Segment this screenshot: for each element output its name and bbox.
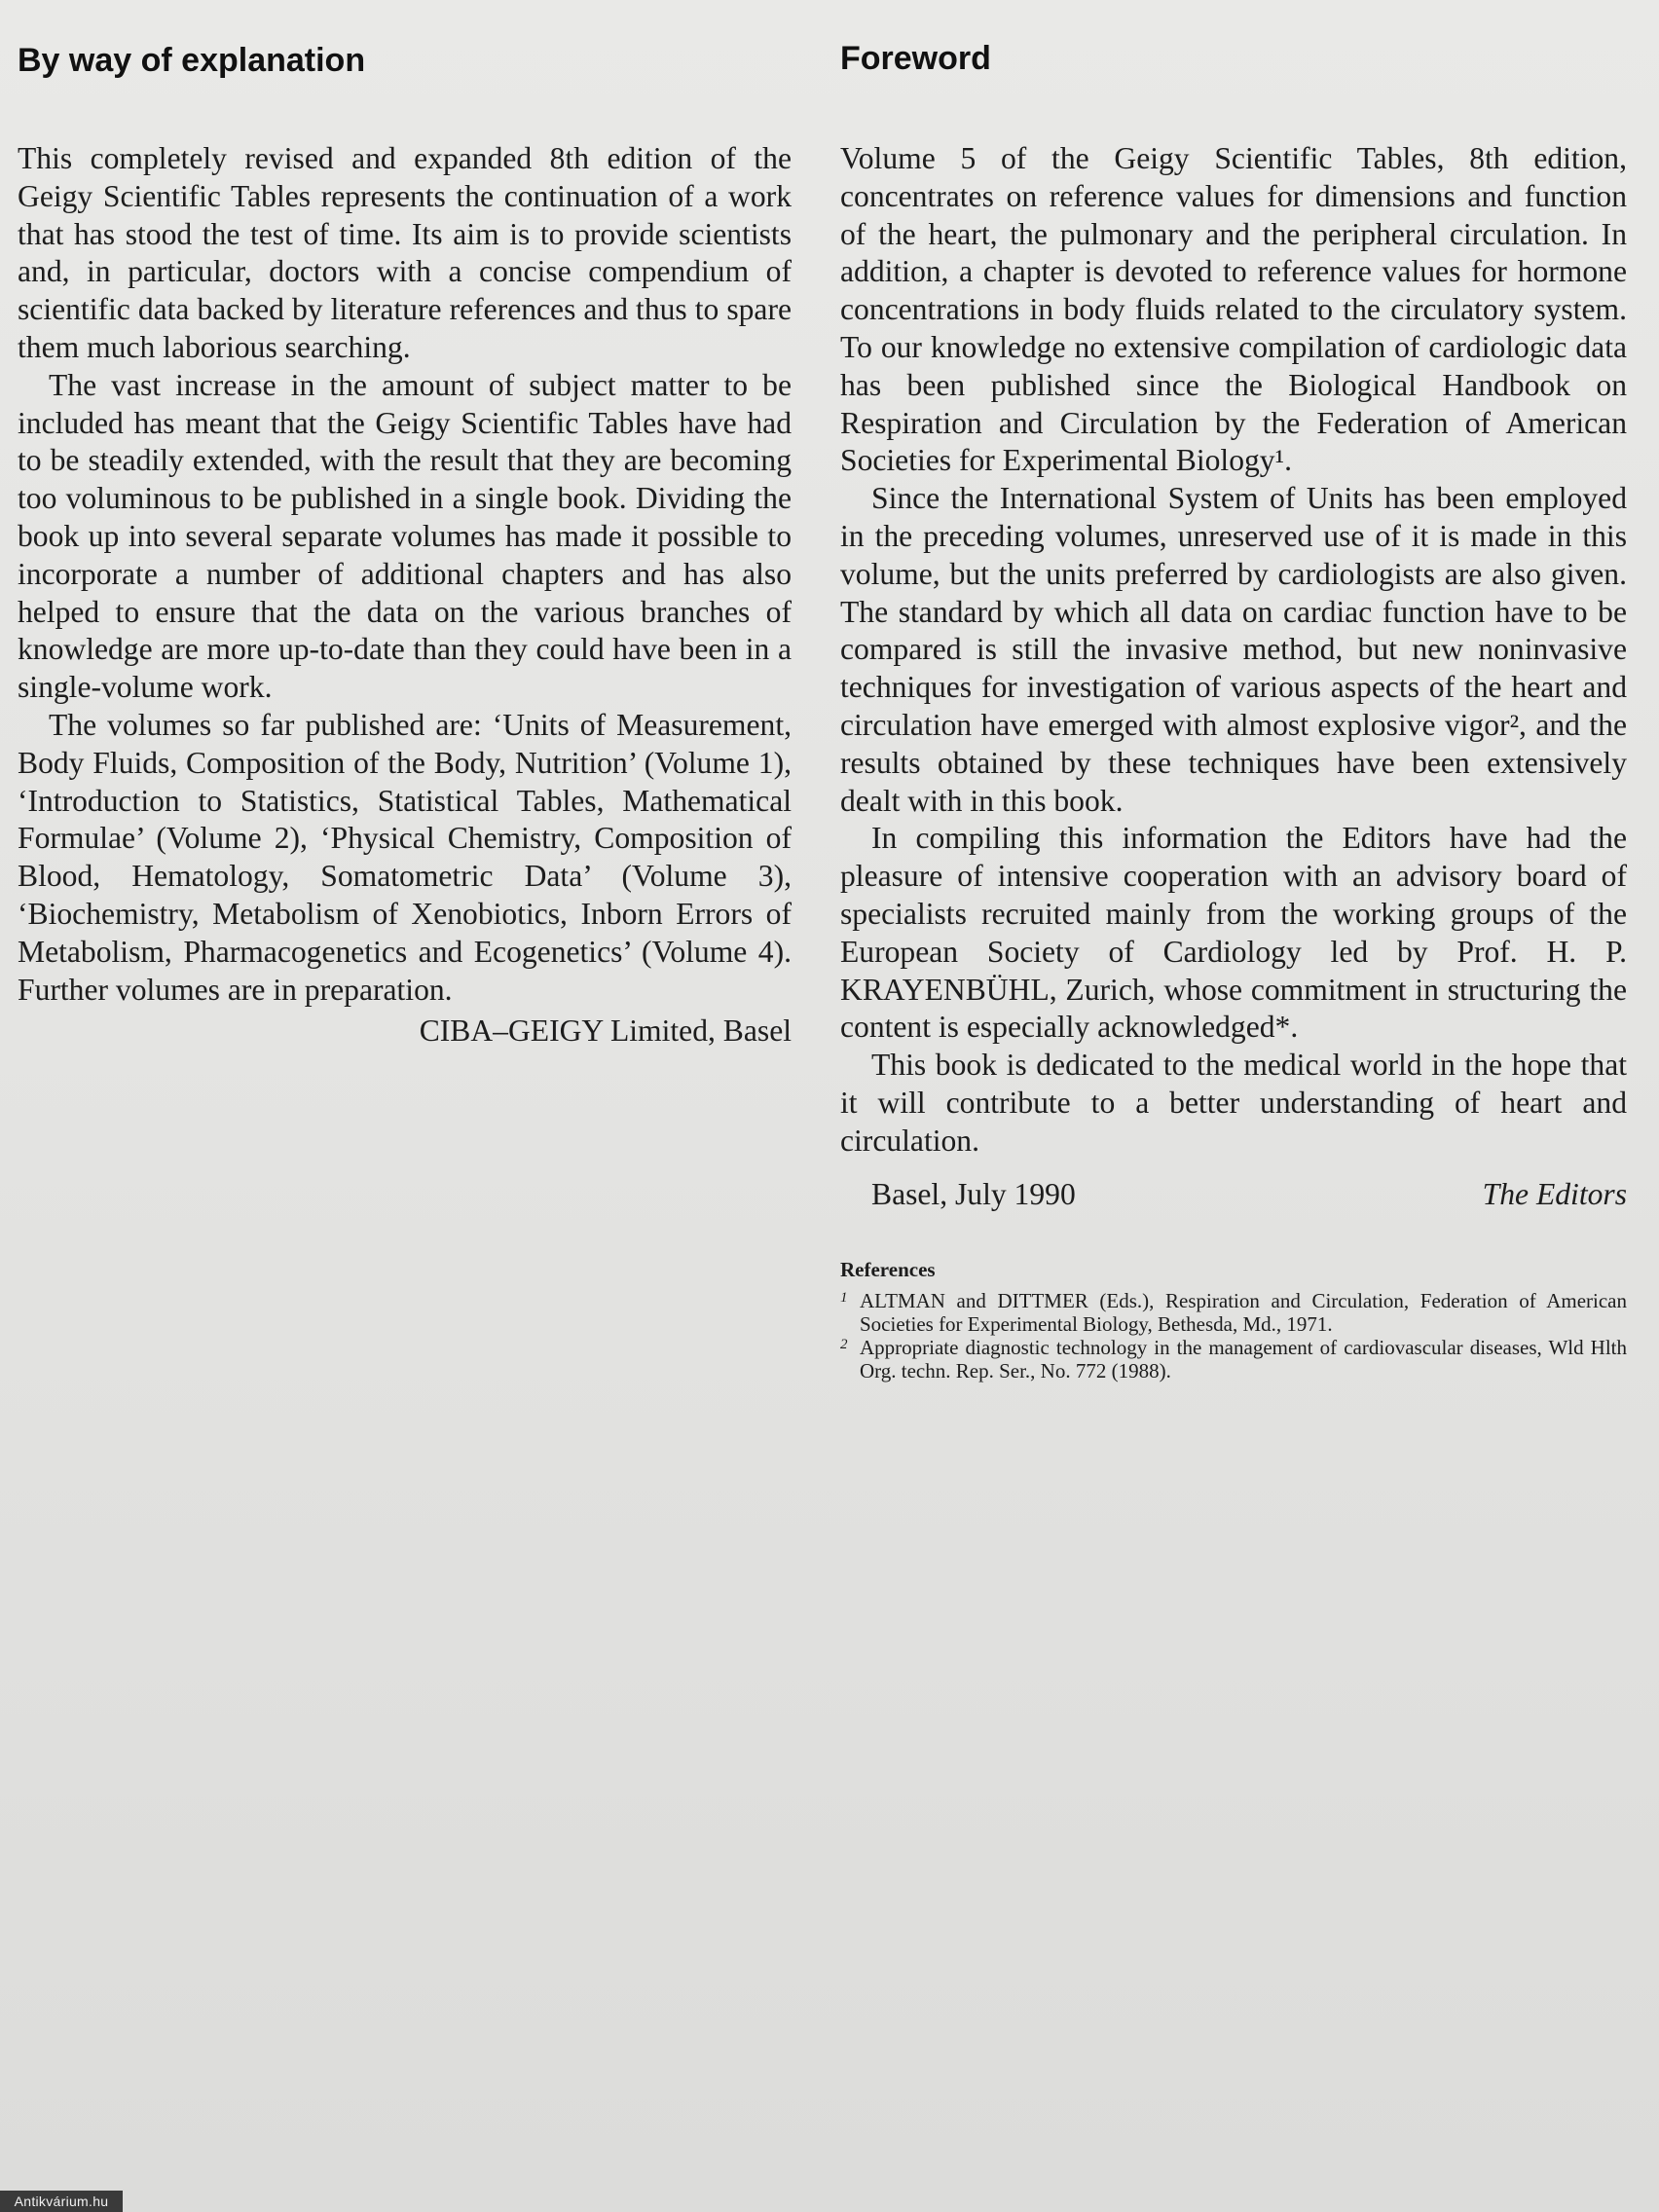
foreword-signoff	[840, 1176, 1627, 1214]
reference-text: Appropriate diagnostic technology in the management of cardiovascular diseases, Wld Hlth Org. techn. Rep. Ser., No. 772 (1988).	[860, 1336, 1627, 1383]
foreword-column	[840, 37, 1627, 1383]
reference-number: 2	[840, 1337, 848, 1353]
foreword-paragraph-4: This book is dedicated to the medical world in the hope that it will contribute to a better understanding of heart and circulation.	[840, 1048, 1627, 1158]
reference-item	[840, 1336, 1627, 1382]
explanation-heading: By way of explanation	[18, 42, 366, 79]
foreword-paragraph-1: Volume 5 of the Geigy Scientific Tables, 8th edition, concentrates on reference values for dimensions and function of the heart, the pulmonary and the peripheral circulation. In addition, a chapter is devoted to reference values for hormone concentrations in body fluids related to the circulatory system. To our knowledge no extensive compilation of cardiologic data has been published since the Biological Handbook on Respiration and Circulation by the Federation of American Societies for Experimental Biology¹.	[840, 141, 1627, 478]
foreword-paragraph-2: Since the International System of Units has been employed in the preceding volumes, unreserved use of it is made in this volume, but the units preferred by cardiologists are also given. The standard by which all data on cardiac function have to be compared is still the invasive method, but new noninvasive techniques for investigation of various aspects of the heart and circulation have emerged with almost explosive vigor², and the results obtained by these techniques have been extensively dealt with in this book.	[840, 481, 1627, 818]
explanation-column	[18, 39, 792, 1049]
editors-signature: The Editors	[1482, 1176, 1627, 1211]
references-section	[840, 1258, 1627, 1382]
reference-number: 1	[840, 1290, 848, 1307]
place-date: Basel, July 1990	[871, 1176, 1076, 1211]
references-title: References	[840, 1258, 936, 1282]
explanation-paragraph-1: This completely revised and expanded 8th edition of the Geigy Scientific Tables represents the continuation of a work that has stood the test of time. Its aim is to provide scientists and, in particular, doctors with a concise compendium of scientific data backed by literature references and thus to spare them much laborious searching.	[18, 141, 792, 364]
explanation-body	[18, 140, 792, 1051]
reference-text: ALTMAN and DITTMER (Eds.), Respiration and Circulation, Federation of American Societies for Experimental Biology, Bethesda, Md., 1971.	[860, 1289, 1627, 1337]
foreword-paragraph-3: In compiling this information the Editors have had the pleasure of intensive cooperation with an advisory board of specialists recruited mainly from the working groups of the European Society of Cardiology led by Prof. H. P. KRAYENBÜHL, Zurich, whose commitment in structuring the content is especially acknowledged*.	[840, 821, 1627, 1045]
explanation-paragraph-3: The volumes so far published are: ‘Units of Measurement, Body Fluids, Composition of the Body, Nutrition’ (Volume 1), ‘Introduction to Statistics, Statistical Tables, Mathematical Formulae’ (Volume 2), ‘Physical Chemistry, Composition of Blood, Hematology, Somatometric Data’ (Volume 3), ‘Biochemistry, Metabolism of Xenobiotics, Inborn Errors of Metabolism, Pharmacogenetics and Ecogenetics’ (Volume 4). Further volumes are in preparation.	[18, 707, 792, 1007]
foreword-body	[840, 140, 1627, 1382]
watermark-logo: Antikvárium.hu	[0, 2191, 123, 2212]
foreword-heading: Foreword	[840, 40, 991, 77]
reference-item	[840, 1289, 1627, 1336]
explanation-paragraph-2: The vast increase in the amount of subject matter to be included has meant that the Geigy Scientific Tables have had to be steadily extended, with the result that they are becoming too voluminous to be published in a single book. Dividing the book up into several separate volumes has made it possible to incorporate a number of additional chapters and has also helped to ensure that the data on the various branches of knowledge are more up-to-date than they could have been in a single-volume work.	[18, 367, 792, 705]
publisher-signature: CIBA–GEIGY Limited, Basel	[419, 1014, 792, 1049]
